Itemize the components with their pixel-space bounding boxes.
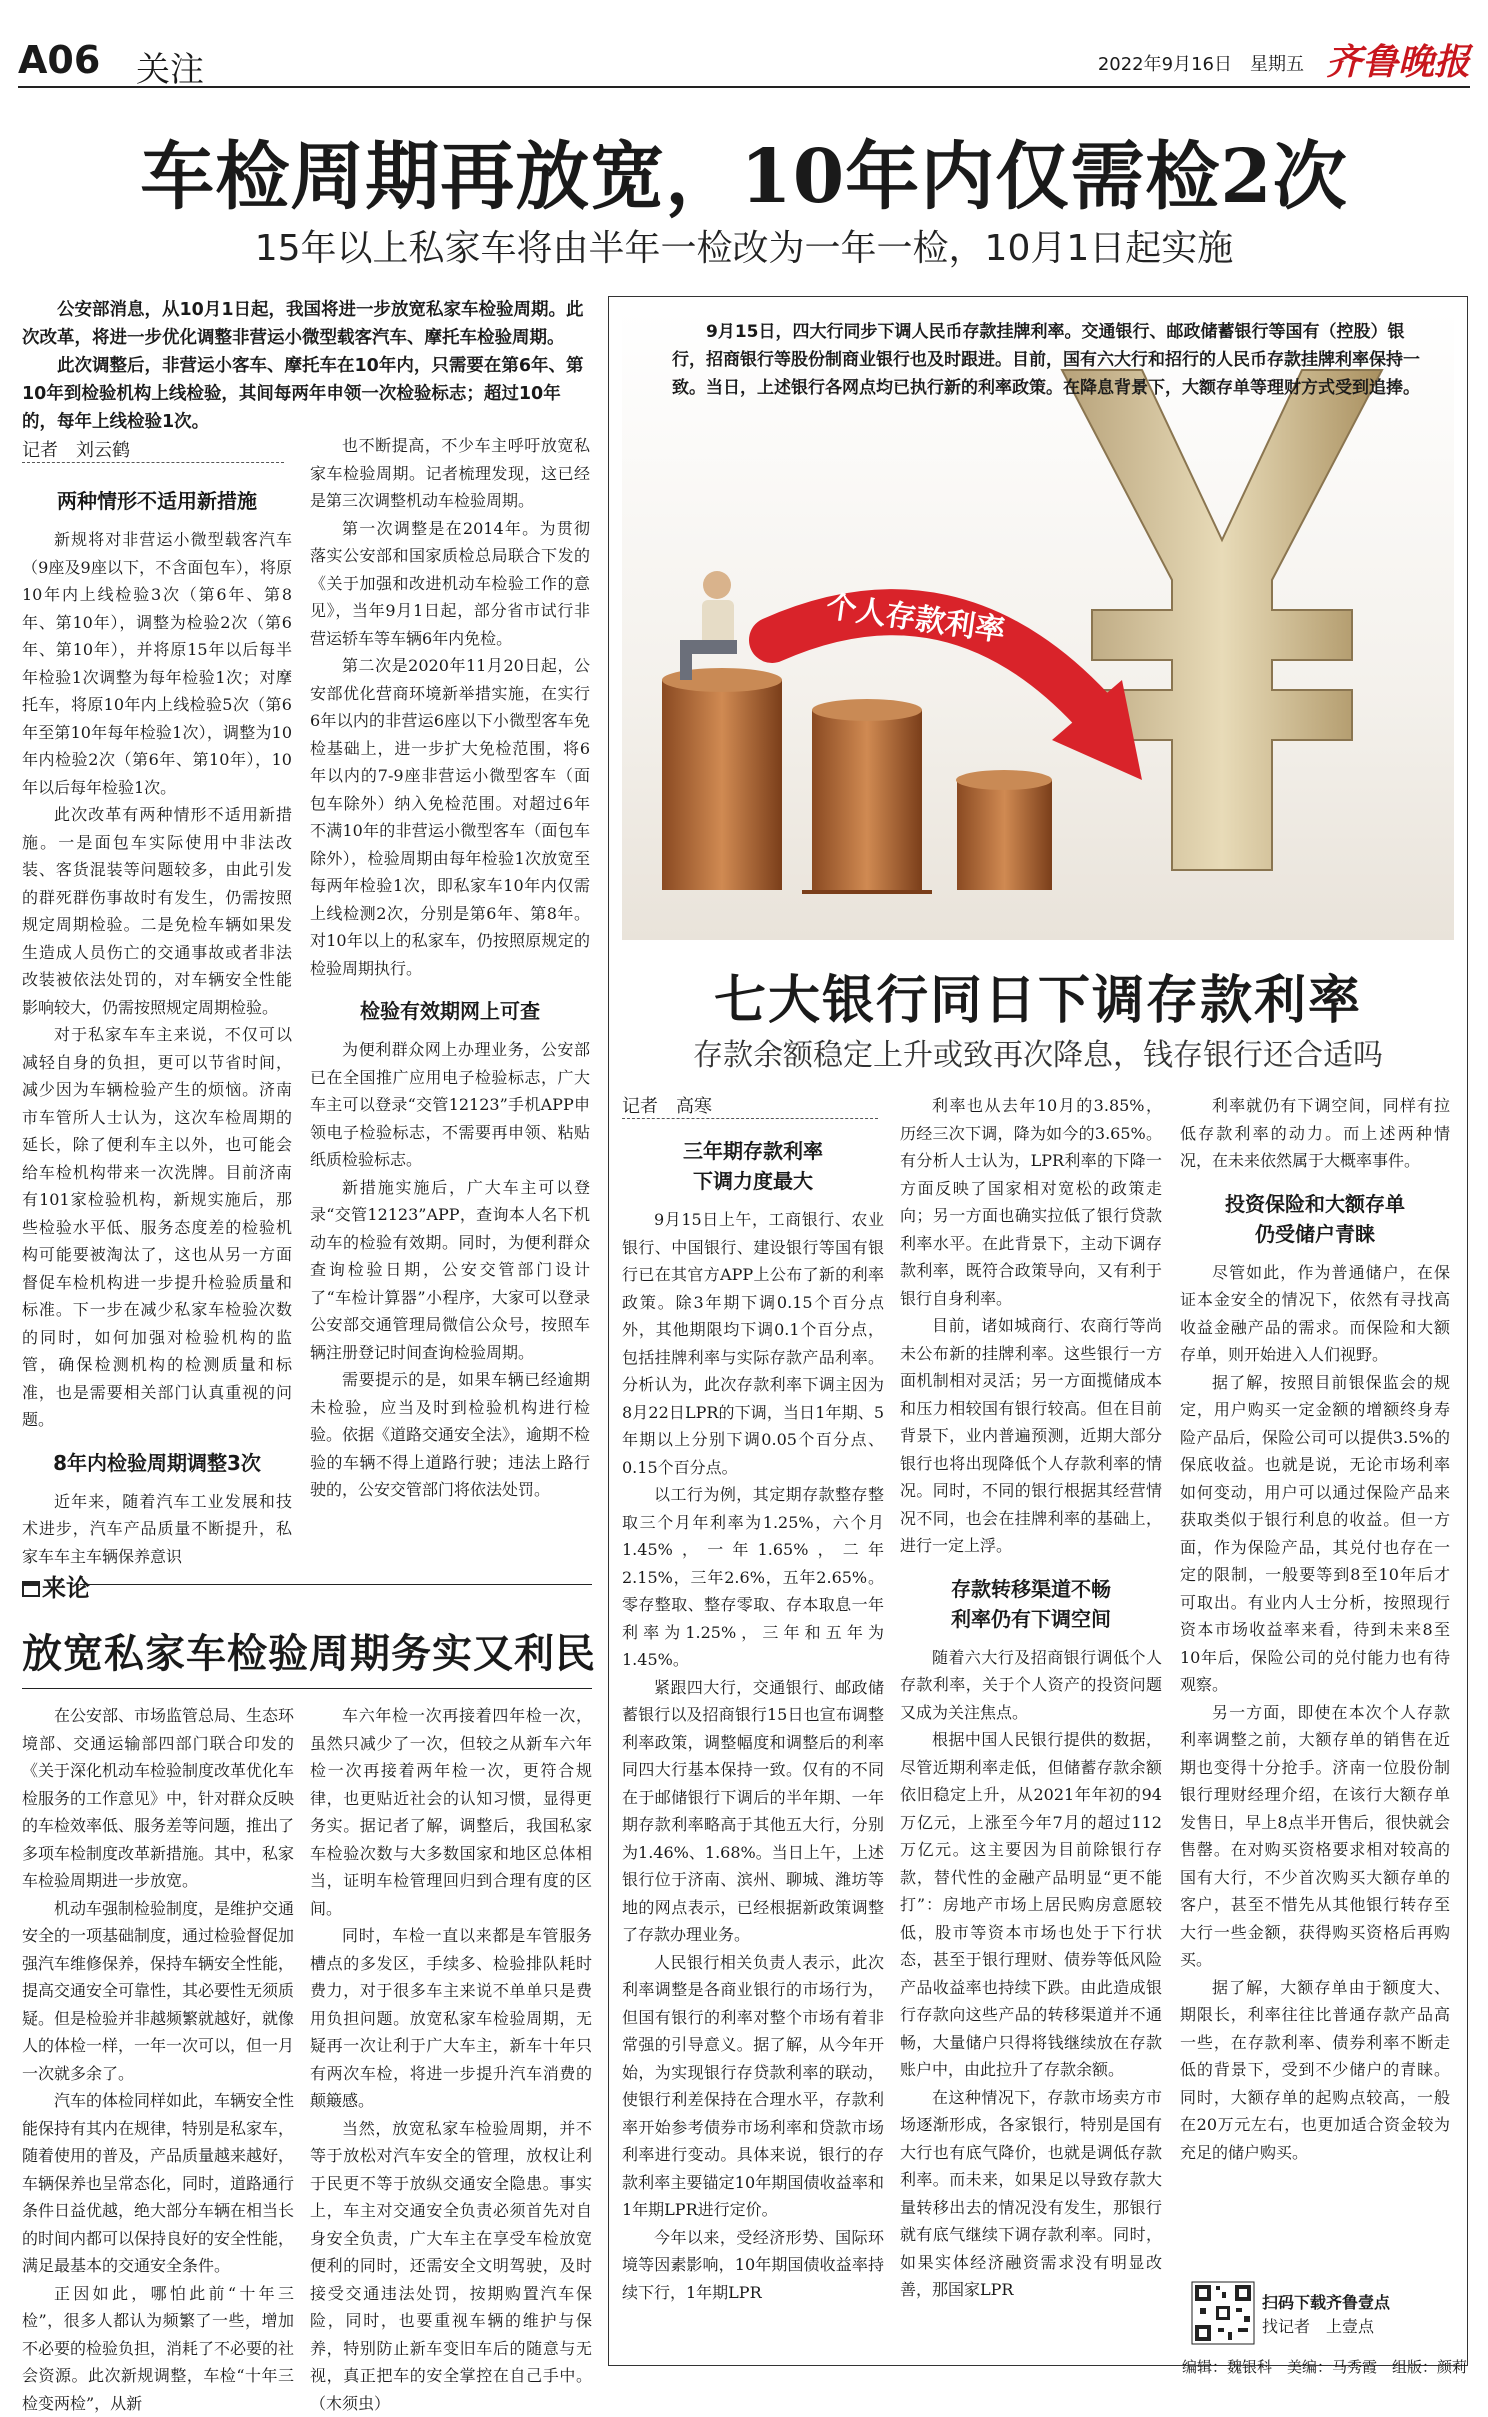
bank-article-title: 七大银行同日下调存款利率 [608,958,1468,1033]
bank-subhead: 利率仍有下调空间 [900,1604,1162,1634]
car-article-column-2 [310,432,590,1562]
car-paragraph: 对于私家车车主来说，不仅可以减轻自身的负担，更可以节省时间，减少因为车辆检验产生的烦恼。济南市车管所人士认为，这次车检周期的延长，除了便利车主以外，也可能会给车检机构带来一次洗牌。目前济南有101家检验机构，新规实施后，那些检验水平低、服务态度差的检验机构可能要被淘汰了，这也从另一方面督促车检机构进一步提升检验质量和标准。下一步在减少私家车检验次数的同时，如何加强对检验机构的监管，确保检测机构的检测质量和标准，也是需要相关部门认真重视的问题。 [22,1021,292,1434]
issue-date: 2022年9月16日 星期五 [1098,50,1304,76]
bank-paragraph: 根据中国人民银行提供的数据，尽管近期利率走低，但储蓄存款余额依旧稳定上升，从2021年年初的94万亿元，上涨至今年7月的超过112万亿元。这主要因为目前除银行存款，替代性的金融产品明显“更不能打”：房地产市场上居民购房意愿较低，股市等资本市场也处于下行状态，甚至于银行理财、债券等低风险产品收益率也持续下跌。由此造成银行存款向这些产品的转移渠道并不通畅，大量储户只得将钱继续放在存款账户中，由此拉升了存款余额。 [900,1726,1162,2084]
bank-paragraph: 据了解，按照目前银保监会的规定，用户购买一定金额的增额终身寿险产品后，保险公司可以提供3.5%的保底收益。也就是说，无论市场利率如何变动，用户可以通过保险产品来获取类似于银行利息的收益。但一方面，作为保险产品，其兑付也存在一定的限制，一般要等到8至10年后才可取出。有业内人士分析，按照现行资本市场收益率来看，待到未来8至10年后，保险公司的兑付能力也有待观察。 [1180,1369,1450,1699]
deposit-rate-illustration [622,310,1454,940]
commentary-paragraph: 当然，放宽私家车检验周期，并不等于放松对汽车安全的管理，放权让利于民更不等于放纵交通安全隐患。事实上，车主对交通安全负责必须首先对自身安全负责，广大车主在享受车检放宽便利的同时，还需安全文明驾驶，及时接受交通违法处罚，按期购置汽车保险，同时，也要重视车辆的维护与保养，特别防止新车变旧车后的随意与无视，真正把车的安全掌控在自己手中。（木须虫） [310,2115,592,2417]
car-paragraph: 为便利群众网上办理业务，公安部已在全国推广应用电子检验标志，广大车主可以登录“交管12123”手机APP申领电子检验标志，不需要再申领、粘贴纸质检验标志。 [310,1036,590,1174]
divider [22,462,284,463]
divider [622,1118,878,1119]
masthead [18,28,1470,88]
commentary-paragraph: 同时，车检一直以来都是车管服务槽点的多发区，手续多、检验排队耗时费力，对于很多车主来说不单单只是费用负担问题。放宽私家车检验周期，无疑再一次让利于广大车主，新车十年只有两次车检，将进一步提升汽车消费的颠簸感。 [310,1922,592,2115]
lead-paragraph: 此次调整后，非营运小客车、摩托车在10年内，只需要在第6年、第10年到检验机构上线检验，其间每两年申领一次检验标志；超过10年的，每年上线检验1次。 [22,352,594,436]
car-paragraph: 近年来，随着汽车工业发展和技术进步，汽车产品质量不断提升，私家车车主车辆保养意识 [22,1488,292,1571]
car-paragraph: 也不断提高，不少车主呼吁放宽私家车检验周期。记者梳理发现，这已经是第三次调整机动车检验周期。 [310,432,590,515]
car-paragraph: 第二次是2020年11月20日起，公安部优化营商环境新举措实施，在实行6年以内的非营运6座以下小微型客车免检基础上，进一步扩大免检范围，将6年以内的7-9座非营运小微型客车（面包车除外）纳入免检范围。对超过6年不满10年的非营运小微型客车（面包车除外），检验周期由每年检验1次放宽至每两年检验1次，即私家车10年内仅需上线检测2次，分别是第6年、第8年。对10年以上的私家车，仍按照原规定的检验周期执行。 [310,652,590,982]
bank-paragraph: 紧跟四大行，交通银行、邮政储蓄银行以及招商银行15日也宣布调整利率政策，调整幅度和调整后的利率同四大行基本保持一致。仅有的不同在于邮储银行下调后的半年期、一年期存款利率略高于其他五大行，分别为1.46%、1.68%。当日上午，上述银行位于济南、滨州、聊城、潍坊等地的网点表示，已经根据新政策调整了存款办理业务。 [622,1674,884,1949]
bank-subhead: 仍受储户青睐 [1180,1219,1450,1249]
lead-paragraph: 公安部消息，从10月1日起，我国将进一步放宽私家车检验周期。此次改革，将进一步优化调整非营运小微型载客汽车、摩托车检验周期。 [22,296,594,352]
bank-subhead: 三年期存款利率 [622,1136,884,1166]
section-name: 关注 [136,42,204,91]
car-subhead: 检验有效期网上可查 [310,996,590,1026]
car-subhead: 两种情形不适用新措施 [22,486,292,516]
newspaper-logo: 齐鲁晚报 [1326,34,1470,85]
seated-figure-icon [680,571,737,680]
commentary-paragraph: 在公安部、市场监管总局、生态环境部、交通运输部四部门联合印发的《关于深化机动车检验制度改革优化车检服务的工作意见》中，针对群众反映的车检效率低、服务差等问题，推出了多项车检制度改革新措施。其中，私家车检验周期进一步放宽。 [22,1702,294,1895]
bank-article-column-1 [622,1122,884,2362]
car-article-byline: 记者 刘云鹤 [22,436,130,462]
commentary-paragraph: 机动车强制检验制度，是维护交通安全的一项基础制度，通过检验督促加强汽车维修保养，保持车辆安全性能，提高交通安全可靠性，其必要性无须质疑。但是检验并非越频繁就越好，就像人的体检一样，一年一次可以，但一月一次就多余了。 [22,1895,294,2088]
bank-paragraph: 在这种情况下，存款市场卖方市场逐渐形成，各家银行，特别是国有大行也有底气降价，也就是调低存款利率。而未来，如果足以导致存款大量转移出去的情况没有发生，那银行就有底气继续下调存款利率。同时，如果实体经济融资需求没有明显改善，那国家LPR [900,2084,1162,2304]
bank-subhead: 存款转移渠道不畅 [900,1574,1162,1604]
photo-arrow-label: 个人存款利率 [824,589,1007,649]
car-article-column-1 [22,472,292,1562]
bank-article-subtitle: 存款余额稳定上升或致再次降息，钱存银行还合适吗 [608,1030,1468,1074]
bank-article-byline: 记者 高寒 [622,1092,712,1118]
bank-paragraph: 随着六大行及招商银行调低个人存款利率，关于个人资产的投资问题又成为关注焦点。 [900,1644,1162,1727]
commentary-tag-label: 来论 [42,1574,90,1602]
bank-paragraph: 另一方面，即使在本次个人存款利率调整之前，大额存单的销售在近期也变得十分抢手。济南一位股份制银行理财经理介绍，在该行大额存单发售日，早上8点半开售后，很快就会售罄。在对购买资格要求相对较高的国有大行，不少首次购买大额存单的客户，甚至不惜先从其他银行转存至大行一些金额，获得购买资格后再购买。 [1180,1699,1450,1974]
commentary-column-1 [22,1702,294,2367]
bank-paragraph: 以工行为例，其定期存款整存整取三个月年利率为1.25%，六个月1.45%，一年1.65%，二年2.15%，三年2.6%，五年2.65%。零存整取、整存零取、存本取息一年利率为1.25%，三年和五年为1.45%。 [622,1481,884,1674]
page-credits: 编辑：魏银科 美编：马秀霞 组版：颜莉 [1182,2356,1472,2377]
commentary-paragraph: 汽车的体检同样如此，车辆安全性能保持有其内在规律，特别是私家车，随着使用的普及，产品质量越来越好，车辆保养也呈常态化，同时，道路通行条件日益优越，绝大部分车辆在相当长的时间内都可以保持良好的安全性能，满足最基本的交通安全条件。 [22,2087,294,2280]
car-paragraph: 此次改革有两种情形不适用新措施。一是面包车实际使用中非法改装、客货混装等问题较多，由此引发的群死群伤事故时有发生，仍需按照规定周期检验。二是免检车辆如果发生造成人员伤亡的交通事故或者非法改装被依法处罚的，对车辆安全性能影响较大，仍需按照规定周期检验。 [22,801,292,1021]
bank-paragraph: 目前，诸如城商行、农商行等尚未公布新的挂牌利率。这些银行一方面机制相对灵活；另一方面揽储成本和压力相较国有银行较高。但在目前背景下，业内普遍预测，近期大部分银行也将出现降低个人存款利率的情况。同时，不同的银行根据其经营情况不同，也会在挂牌利率的基础上，进行一定上浮。 [900,1312,1162,1560]
qr-caption: 扫码下载齐鲁壹点 [1262,2290,1390,2313]
qr-caption-secondary: 找记者 上壹点 [1262,2314,1374,2337]
bank-article-intro: 9月15日，四大行同步下调人民币存款挂牌利率。交通银行、邮政储蓄银行等国有（控股）银行，招商银行等股份制商业银行也及时跟进。目前，国有六大行和招行的人民币存款挂牌利率保持一致。当日，上述银行各网点均已执行新的利率政策。在降息背景下，大额存单等理财方式受到追捧。 [672,318,1432,402]
car-paragraph: 需要提示的是，如果车辆已经逾期未检验，应当及时到检验机构进行检验。依据《道路交通安全法》，逾期不检验的车辆不得上道路行驶；违法上路行驶的，公安交管部门将依法处罚。 [310,1366,590,1504]
car-paragraph: 第一次调整是在2014年。为贯彻落实公安部和国家质检总局联合下发的《关于加强和改进机动车检验工作的意见》，当年9月1日起，部分省市试行非营运轿车等车辆6年内免检。 [310,515,590,653]
commentary-tag [22,1568,90,1603]
bank-paragraph: 据了解，大额存单由于额度大、期限长，利率往往比普通存款产品高一些，在存款利率、债券利率不断走低的背景下，受到不少储户的青睐。同时，大额存单的起购点较高，一般在20万元左右，也更加适合资金较为充足的储户购买。 [1180,1974,1450,2167]
bank-paragraph: 今年以来，受经济形势、国际环境等因素影响，10年期国债收益率持续下行，1年期LPR [622,2224,884,2307]
commentary-title: 放宽私家车检验周期务实又利民 [22,1622,596,1679]
bank-subhead: 投资保险和大额存单 [1180,1189,1450,1219]
qr-code-icon[interactable] [1192,2282,1254,2344]
divider [22,1688,592,1689]
commentary-paragraph: 正因如此，哪怕此前“十年三检”，很多人都认为频繁了一些，增加不必要的检验负担，消耗了不必要的社会资源。此次新规调整，车检“十年三检变两检”，从新 [22,2280,294,2417]
main-headline: 车检周期再放宽，10年内仅需检2次 [0,118,1488,224]
coin-stack-icon [662,668,1052,894]
main-subheadline: 15年以上私家车将由半年一检改为一年一检，10月1日起实施 [0,220,1488,271]
car-subhead: 8年内检验周期调整3次 [22,1448,292,1478]
commentary-column-2 [310,1702,592,2367]
bank-paragraph: 尽管如此，作为普通储户，在保证本金安全的情况下，依然有寻找高收益金融产品的需求。而保险和大额存单，则开始进入人们视野。 [1180,1259,1450,1369]
bank-article-column-3 [1180,1092,1450,2272]
lead-paragraphs [22,296,594,436]
bank-paragraph: 人民银行相关负责人表示，此次利率调整是各商业银行的市场行为，但国有银行的利率对整个市场有着非常强的引导意义。据了解，从今年开始，为实现银行存贷款利率的联动，使银行利差保持在合理水平，存款利率开始参考债券市场利率和贷款市场利率进行变动。具体来说，银行的存款利率主要锚定10年期国债收益率和1年期LPR进行定价。 [622,1949,884,2224]
coins-and-yuan-image [622,310,1454,940]
bank-subhead: 下调力度最大 [622,1166,884,1196]
bank-paragraph: 9月15日上午，工商银行、农业银行、中国银行、建设银行等国有银行已在其官方APP上公布了新的利率政策。除3年期下调0.15个百分点外，其他期限均下调0.1个百分点，包括挂牌利率与实际存款产品利率。分析认为，此次存款利率下调主因为8月22日LPR的下调，当日1年期、5年期以上分别下调0.05个百分点、0.15个百分点。 [622,1206,884,1481]
divider [80,1584,592,1585]
page-number: A06 [18,38,100,82]
car-paragraph: 新规将对非营运小微型载客汽车（9座及9座以下，不含面包车），将原10年内上线检验3次（第6年、第8年、第10年），调整为检验2次（第6年、第10年），并将原15年以后每半年检验1次调整为每年检验1次；对摩托车，将原10年内上线检验5次（第6年至第10年每年检验1次），调整为10年内检验2次（第6年、第10年），10年以后每年检验1次。 [22,526,292,801]
yuan-sign-icon [1062,370,1382,870]
bank-article-column-2 [900,1092,1162,2362]
bank-paragraph: 利率就仍有下调空间，同样有拉低存款利率的动力。而上述两种情况，在未来依然属于大概率事件。 [1180,1092,1450,1175]
car-paragraph: 新措施实施后，广大车主可以登录“交管12123”APP，查询本人名下机动车的检验有效期。同时，为便利群众查询检验日期，公安交管部门设计了“车检计算器”小程序，大家可以登录公安部交通管理局微信公众号，按照车辆注册登记时间查询检验周期。 [310,1174,590,1367]
commentary-paragraph: 车六年检一次再接着四年检一次，虽然只减少了一次，但较之从新车六年检一次再接着两年检一次，更符合规律，也更贴近社会的认知习惯，显得更务实。据记者了解，调整后，我国私家车检验次数与大多数国家和地区总体相当，证明车检管理回归到合理有度的区间。 [310,1702,592,1922]
column-tag-icon [22,1581,40,1597]
bank-paragraph: 利率也从去年10月的3.85%，历经三次下调，降为如今的3.65%。有分析人士认为，LPR利率的下降一方面反映了国家相对宽松的政策走向；另一方面也确实拉低了银行贷款利率水平。在此背景下，主动下调存款利率，既符合政策导向，又有利于银行自身利率。 [900,1092,1162,1312]
